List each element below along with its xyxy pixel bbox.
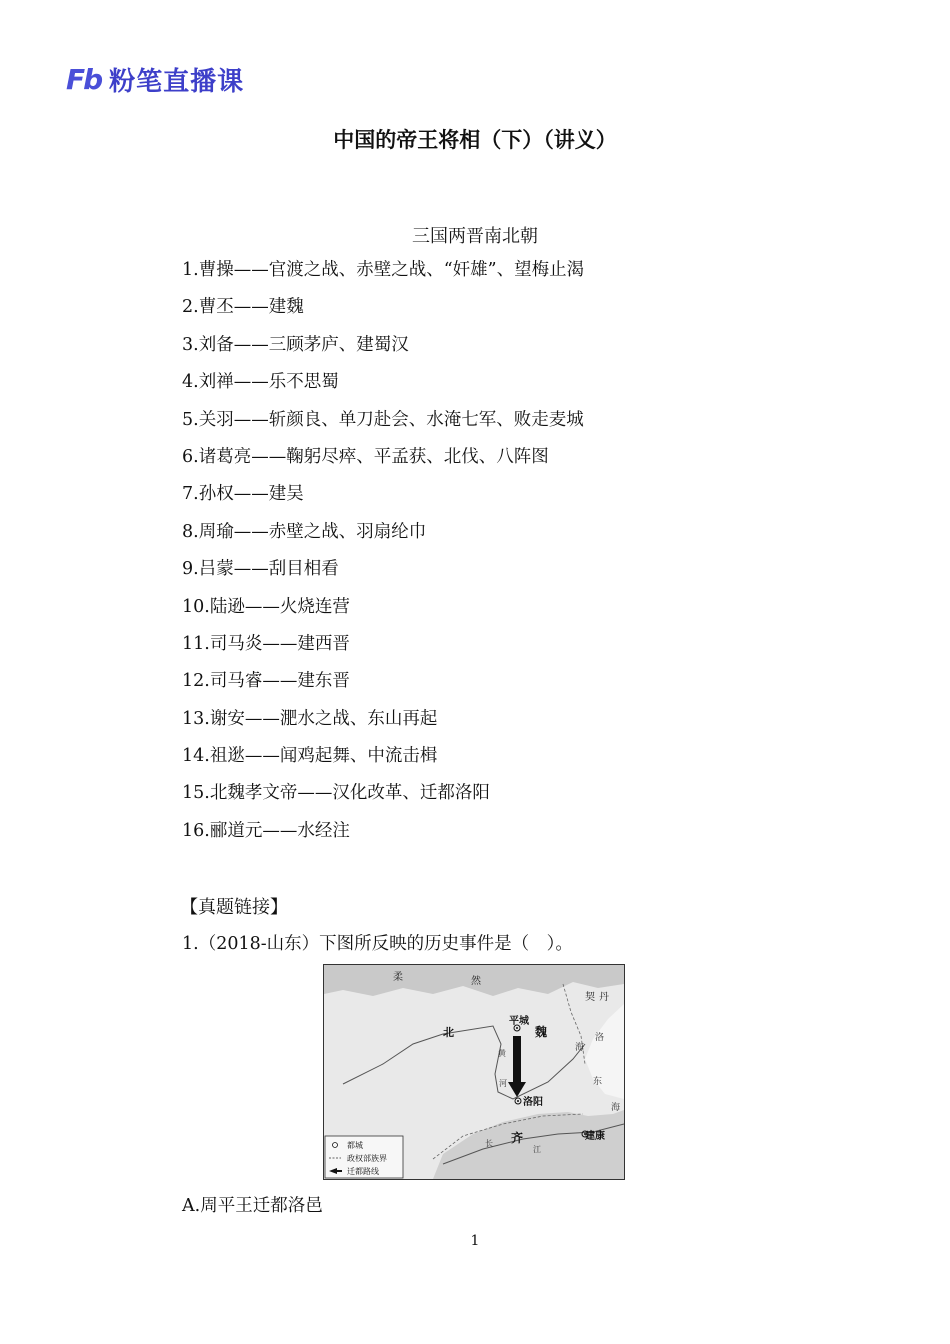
list-item: 13.谢安——淝水之战、东山再起 <box>182 708 438 729</box>
map-label: 然 <box>471 976 481 987</box>
map-label: 洛 <box>595 1033 605 1043</box>
fb-logo-icon: Fb <box>66 62 102 96</box>
map-label: 黄 <box>498 1049 506 1058</box>
list-item: 10.陆逊——火烧连营 <box>182 596 350 617</box>
list-item: 11.司马炎——建西晋 <box>182 633 350 654</box>
list-item: 7.孙权——建吴 <box>182 484 304 505</box>
list-item: 12.司马睿——建东晋 <box>182 671 350 692</box>
legend-label: 迁都路线 <box>347 1167 379 1176</box>
list-item: 14.祖逖——闻鸡起舞、中流击楫 <box>182 746 438 767</box>
legend-label: 政权部族界 <box>347 1154 387 1163</box>
section-heading: 三国两晋南北朝 <box>412 226 538 247</box>
list-item: 1.曹操——官渡之战、赤壁之战、“奸雄”、望梅止渴 <box>182 260 585 280</box>
map-label: 江 <box>533 1145 541 1154</box>
map-label: 北 <box>443 1026 454 1039</box>
brand-name: 粉笔直播课 <box>109 66 245 97</box>
map-label: 建康 <box>585 1131 605 1142</box>
option-a: A.周平王迁都洛邑 <box>182 1196 323 1216</box>
list-item: 2.曹丕——建魏 <box>182 297 304 318</box>
brand-logo <box>66 62 244 96</box>
question-text: 1.（2018-山东）下图所反映的历史事件是（ ）。 <box>182 934 573 954</box>
map-label: 东 <box>593 1077 603 1087</box>
map-label: 齐 <box>511 1131 524 1145</box>
map-label: 魏 <box>535 1025 548 1039</box>
list-item: 8.周瑜——赤壁之战、羽扇纶巾 <box>182 521 427 542</box>
map-label: 平城 <box>509 1016 529 1027</box>
list-item: 16.郦道元——水经注 <box>182 820 350 841</box>
historical-map <box>323 964 625 1180</box>
map-label: 海 <box>611 1103 621 1113</box>
exam-link-heading: 【真题链接】 <box>180 897 288 918</box>
legend-label: 都城 <box>347 1141 363 1150</box>
map-label: 河 <box>499 1079 507 1088</box>
list-item: 4.刘禅——乐不思蜀 <box>182 372 339 393</box>
list-item: 5.关羽——斩颜良、单刀赴会、水淹七军、败走麦城 <box>182 409 584 430</box>
map-label: 长 <box>485 1139 493 1148</box>
list-item: 6.诸葛亮——鞠躬尽瘁、平孟获、北伐、八阵图 <box>182 446 549 467</box>
map-label: 契 <box>585 992 595 1003</box>
page-number: 1 <box>470 1233 480 1249</box>
page-title: 中国的帝王将相（下）（讲义） <box>333 128 617 152</box>
list-item: 15.北魏孝文帝——汉化改革、迁都洛阳 <box>182 783 490 804</box>
map-label: 丹 <box>599 992 609 1003</box>
map-label: 柔 <box>393 972 403 983</box>
list-item: 9.吕蒙——刮目相看 <box>182 559 339 580</box>
list-item: 3.刘备——三顾茅庐、建蜀汉 <box>182 334 409 355</box>
map-label: 洛阳 <box>523 1097 543 1108</box>
map-label: 海 <box>575 1043 585 1053</box>
figure-list <box>182 258 584 856</box>
